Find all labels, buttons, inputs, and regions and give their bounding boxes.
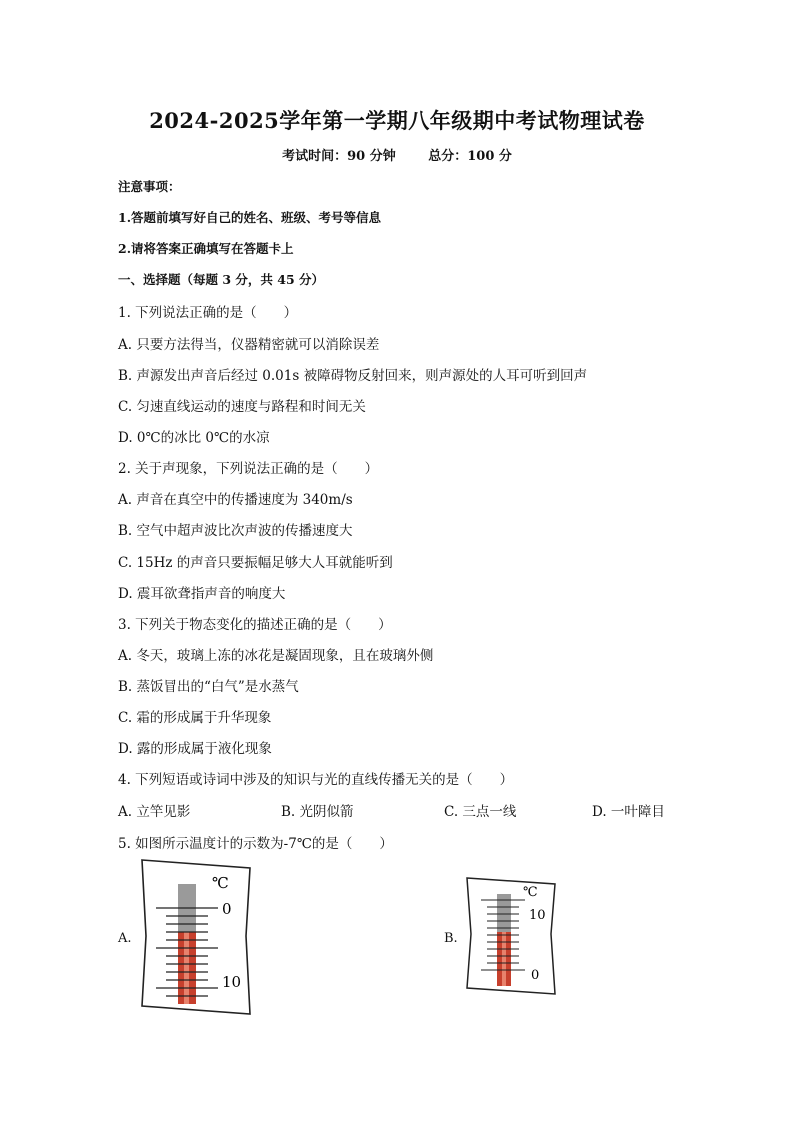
exam-info — [0, 145, 794, 164]
question-5-option-a-label: A. — [118, 931, 132, 946]
question-2-option-c: C. 15Hz 的声音只要振幅足够大人耳就能听到 — [118, 555, 393, 571]
question-3-option-b: B. 蒸饭冒出的“白气”是水蒸气 — [118, 679, 299, 695]
question-2-stem: 2. 关于声现象，下列说法正确的是（ ） — [118, 461, 379, 477]
question-1-stem: 1. 下列说法正确的是（ ） — [118, 305, 298, 321]
question-2-option-a: A. 声音在真空中的传播速度为 340m/s — [118, 492, 353, 508]
question-1-option-d: D. 0℃的冰比 0℃的水凉 — [118, 430, 270, 446]
question-3-option-c: C. 霜的形成属于升华现象 — [118, 710, 272, 726]
exam-time: 考试时间：90 分钟 — [282, 149, 396, 164]
thermometer-a-unit: ℃ — [212, 874, 229, 892]
question-3-option-d: D. 露的形成属于液化现象 — [118, 741, 272, 757]
thermometer-b-top-label: 10 — [529, 908, 546, 923]
question-1-option-c: C. 匀速直线运动的速度与路程和时间无关 — [118, 399, 366, 415]
question-1-option-a: A. 只要方法得当，仪器精密就可以消除误差 — [118, 337, 380, 353]
note-item-1: 1.答题前填写好自己的姓名、班级、考号等信息 — [118, 210, 382, 225]
thermometer-a-top-label: 0 — [222, 900, 232, 918]
question-4-option-d: D. 一叶障目 — [592, 804, 665, 820]
thermometer-b-figure — [463, 874, 559, 998]
thermometer-b-bottom-label: 0 — [531, 968, 540, 983]
section-title: 一、选择题（每题 3 分，共 45 分） — [118, 272, 325, 287]
thermometer-b-unit: ℃ — [523, 885, 538, 900]
question-4-stem: 4. 下列短语或诗词中涉及的知识与光的直线传播无关的是（ ） — [118, 772, 514, 788]
question-2-option-b: B. 空气中超声波比次声波的传播速度大 — [118, 523, 353, 539]
note-item-2: 2.请将答案正确填写在答题卡上 — [118, 241, 294, 256]
question-3-option-a: A. 冬天，玻璃上冻的冰花是凝固现象，且在玻璃外侧 — [118, 648, 434, 664]
question-1-option-b: B. 声源发出声音后经过 0.01s 被障碍物反射回来，则声源处的人耳可听到回声 — [118, 368, 588, 384]
notes-heading: 注意事项： — [118, 179, 181, 194]
question-4-option-a: A. 立竿见影 — [118, 804, 191, 820]
question-3-stem: 3. 下列关于物态变化的描述正确的是（ ） — [118, 617, 392, 633]
question-5-option-b-label: B. — [444, 931, 458, 946]
thermometer-a-figure — [138, 856, 254, 1018]
exam-score: 总分：100 分 — [428, 149, 512, 164]
question-4-option-c: C. 三点一线 — [444, 804, 517, 820]
thermometer-a-bottom-label: 10 — [222, 973, 242, 991]
question-2-option-d: D. 震耳欲聋指声音的响度大 — [118, 586, 286, 602]
question-5-stem: 5. 如图所示温度计的示数为-7℃的是（ ） — [118, 836, 393, 852]
page-title: 2024-2025学年第一学期八年级期中考试物理试卷 — [149, 108, 645, 133]
question-4-option-b: B. 光阴似箭 — [281, 804, 354, 820]
